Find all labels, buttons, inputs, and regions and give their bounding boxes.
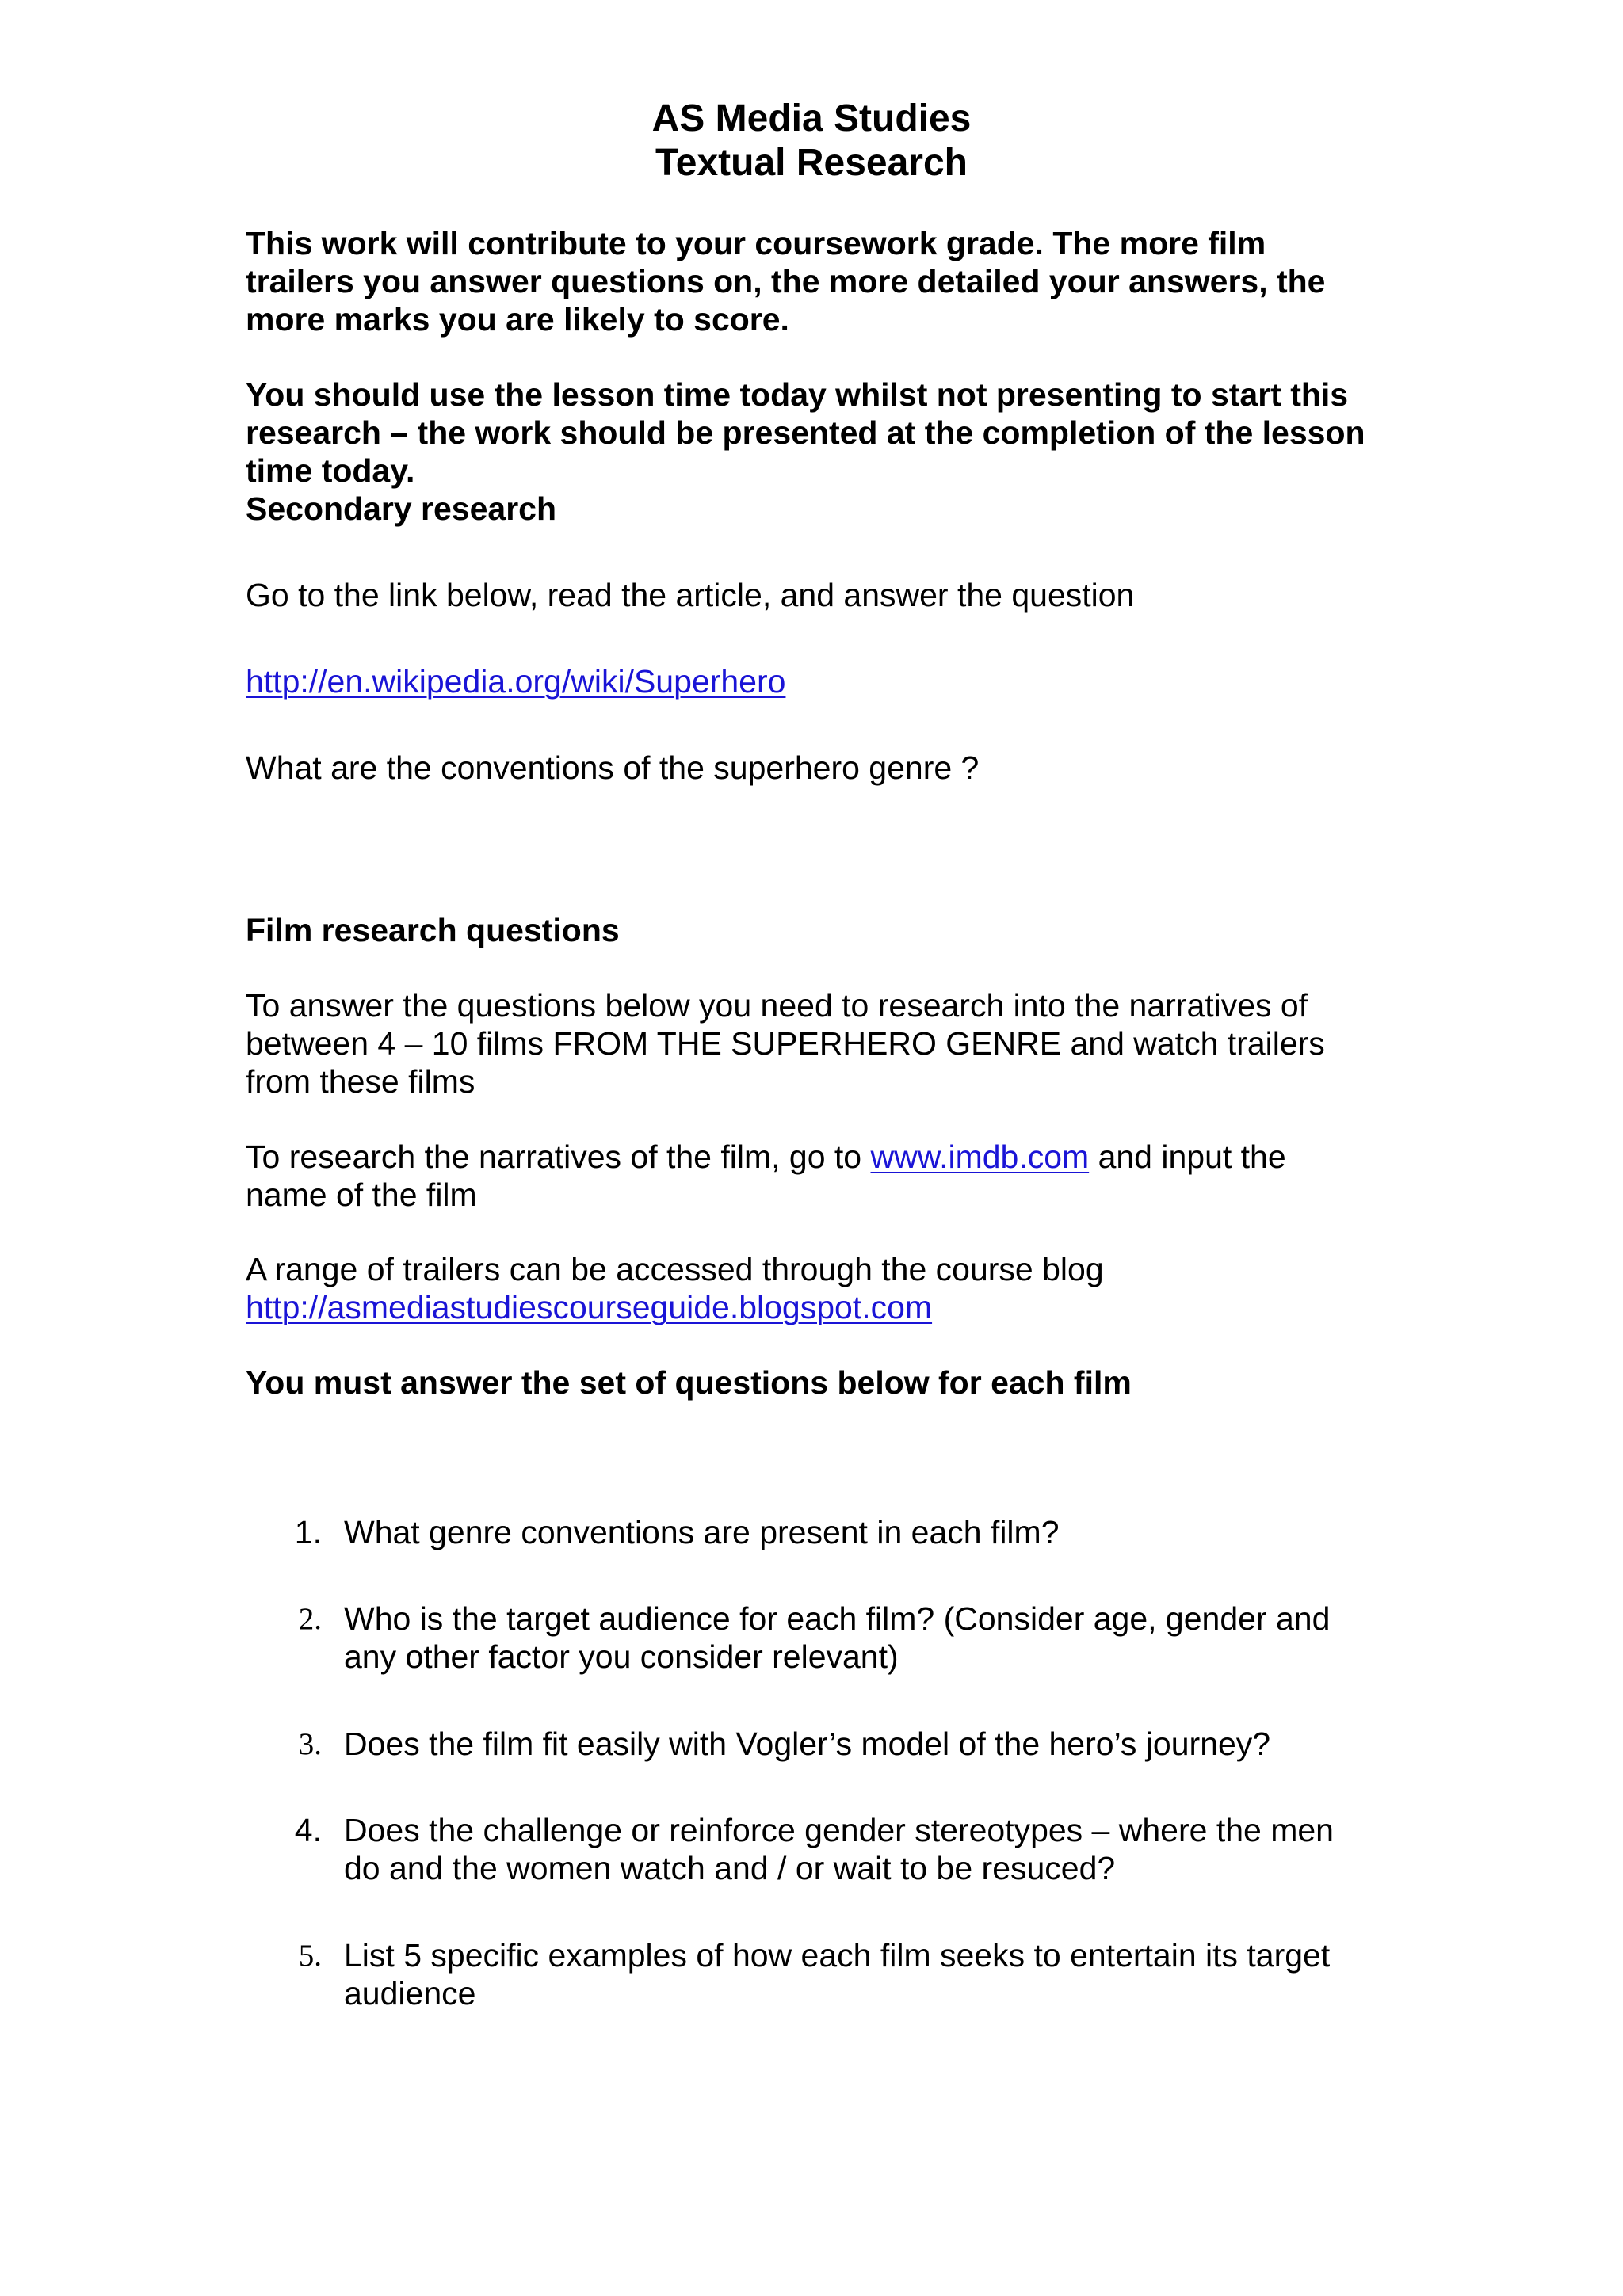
film-research-para1-line: To answer the questions below you need to research into the narratives of bbox=[246, 987, 1308, 1024]
question-number: 4. bbox=[294, 1812, 322, 1848]
question-number: 3. bbox=[298, 1727, 322, 1761]
document-title-line1: AS Media Studies bbox=[651, 97, 972, 139]
question-number: 1. bbox=[294, 1514, 322, 1550]
intro-para1-line: trailers you answer questions on, the more detailed your answers, the bbox=[246, 263, 1326, 299]
question-number: 2. bbox=[298, 1602, 322, 1636]
wikipedia-superhero-link[interactable]: http://en.wikipedia.org/wiki/Superhero bbox=[246, 663, 786, 700]
question-text: audience bbox=[344, 1975, 476, 2012]
film-research-para1-line: between 4 – 10 films FROM THE SUPERHERO GENRE and watch trailers bbox=[246, 1025, 1325, 1062]
film-research-para1-line: from these films bbox=[246, 1063, 475, 1100]
secondary-instruction: Go to the link below, read the article, and answer the question bbox=[246, 577, 1135, 613]
course-blog-link[interactable]: http://asmediastudiescourseguide.blogspot.com bbox=[246, 1289, 933, 1325]
film-research-para3: A range of trailers can be accessed through the course blog bbox=[246, 1251, 1104, 1287]
question-text: Does the film fit easily with Vogler’s model of the hero’s journey? bbox=[344, 1726, 1271, 1762]
intro-para1-line: more marks you are likely to score. bbox=[246, 301, 789, 338]
intro-para2-line: time today. bbox=[246, 452, 415, 489]
question-text: What genre conventions are present in each film? bbox=[344, 1514, 1060, 1550]
question-number: 5. bbox=[298, 1939, 322, 1973]
film-research-para2-line2: name of the film bbox=[246, 1177, 477, 1213]
question-text: Does the challenge or reinforce gender stereotypes – where the men bbox=[344, 1812, 1334, 1848]
intro-para1-line: This work will contribute to your coursework grade. The more film bbox=[246, 225, 1266, 261]
question-text: Who is the target audience for each film? (Consider age, gender and bbox=[344, 1600, 1331, 1637]
question-text: do and the women watch and / or wait to be resuced? bbox=[344, 1850, 1116, 1886]
film-research-heading: Film research questions bbox=[246, 912, 620, 948]
imdb-link[interactable]: www.imdb.com bbox=[870, 1138, 1090, 1175]
must-answer-heading: You must answer the set of questions below for each film bbox=[246, 1364, 1132, 1401]
question-text: any other factor you consider relevant) bbox=[344, 1638, 899, 1675]
intro-para2-line: research – the work should be presented at the completion of the lesson bbox=[246, 414, 1365, 451]
intro-para2-line: You should use the lesson time today whilst not presenting to start this bbox=[246, 376, 1349, 413]
document-title-line2: Textual Research bbox=[655, 142, 968, 184]
para2-suffix: and input the bbox=[1089, 1138, 1286, 1175]
secondary-question: What are the conventions of the superhero genre ? bbox=[246, 749, 980, 786]
para2-prefix: To research the narratives of the film, go to bbox=[246, 1138, 871, 1175]
question-text: List 5 specific examples of how each film seeks to entertain its target bbox=[344, 1937, 1331, 1974]
secondary-research-heading: Secondary research bbox=[246, 490, 557, 527]
film-research-para2-line1 bbox=[246, 1138, 1286, 1176]
